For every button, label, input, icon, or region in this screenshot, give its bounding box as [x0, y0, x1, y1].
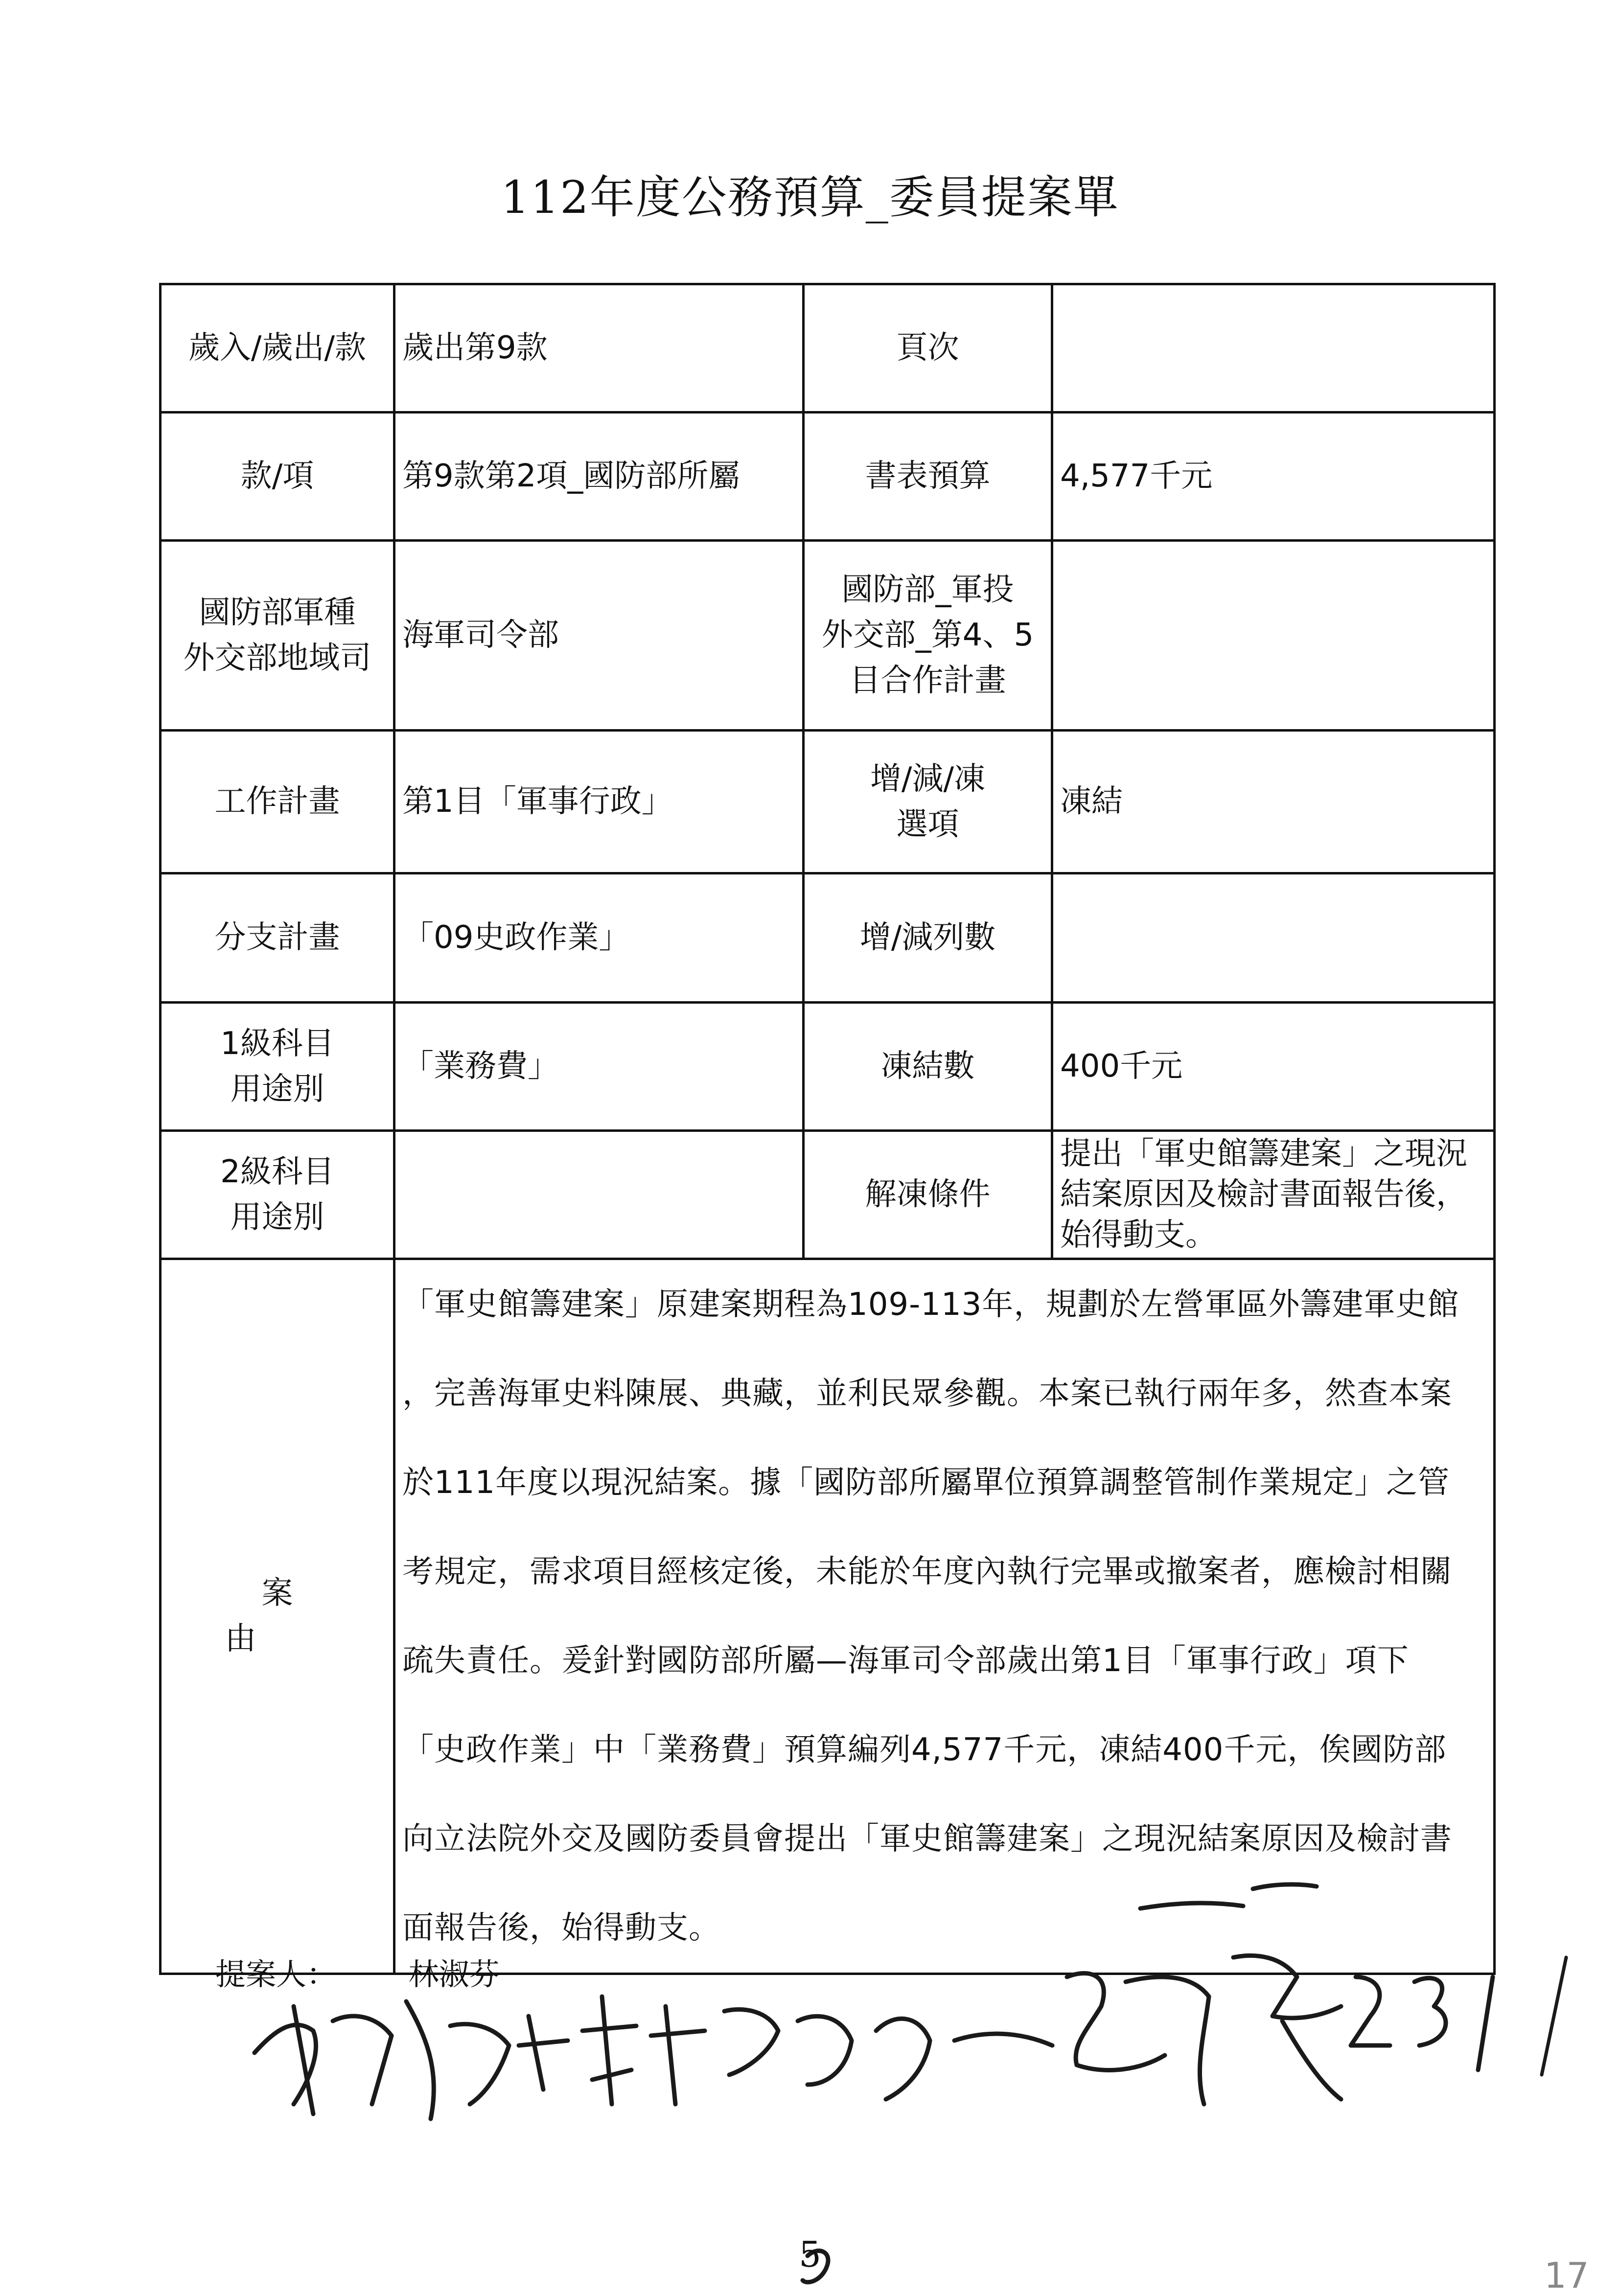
document-title: 112年度公務預算_委員提案單	[501, 171, 1119, 224]
value-frozen-amount: 400千元	[1052, 1003, 1495, 1131]
label-frozen-amount: 凍結數	[804, 1003, 1052, 1131]
signature-stroke	[1478, 1977, 1493, 2070]
reason-line: 「軍史館籌建案」原建案期程為109-113年，規劃於左營軍區外籌建軍史館	[402, 1286, 1459, 1323]
signature-stroke	[1140, 1903, 1243, 1908]
label-budget: 書表預算	[804, 413, 1052, 541]
proposer-label: 提案人：	[215, 1956, 337, 1992]
label-work-plan: 工作計畫	[161, 731, 394, 873]
reason-line: 於111年度以現況結案。據「國防部所屬單位預算調整管制作業規定」之管	[402, 1465, 1450, 1501]
signature-stroke	[876, 2019, 930, 2099]
signature-stroke	[406, 2001, 434, 2119]
label-item: 款/項	[161, 413, 394, 541]
signature-stroke	[954, 2034, 1052, 2045]
reason-line: 「史政作業」中「業務費」預算編列4,577千元，凍結400千元，俟國防部	[402, 1732, 1447, 1768]
unfreeze-condition-line: 始得動支。	[1060, 1217, 1217, 1254]
reason-line: ，完善海軍史料陳展、典藏，並利民眾參觀。本案已執行兩年多，然查本案	[402, 1376, 1452, 1412]
reason-line: 面報告後，始得動支。	[402, 1910, 720, 1946]
signature-stroke	[333, 2016, 392, 2104]
signature-stroke	[519, 2016, 568, 2089]
label-option-line: 增/減/凍	[870, 760, 986, 797]
signature-stroke	[255, 2025, 316, 2104]
signature-stroke	[450, 2024, 509, 2104]
label-cooperation-line: 目合作計畫	[849, 662, 1006, 699]
signature-stroke	[724, 2009, 778, 2075]
value-budget: 4,577千元	[1052, 413, 1495, 541]
signature-stroke	[1282, 2021, 1341, 2099]
unfreeze-condition-line: 結案原因及檢討書面報告後，	[1060, 1176, 1467, 1213]
label-department-line: 外交部地域司	[183, 640, 371, 676]
value-item: 第9款第2項_國防部所屬	[394, 413, 804, 541]
unfreeze-condition-line: 提出「軍史館籌建案」之現況	[1060, 1135, 1467, 1172]
signature-stroke	[1542, 1957, 1566, 2075]
signature-stroke	[1067, 1974, 1165, 2070]
label-option-line: 選項	[896, 806, 959, 843]
label-level2-line: 用途別	[230, 1199, 324, 1236]
signature-stroke	[1414, 1978, 1446, 2045]
label-page-ref: 頁次	[804, 284, 1052, 413]
value-option: 凍結	[1052, 731, 1495, 873]
label-level1-line: 用途別	[230, 1071, 324, 1107]
label-unfreeze-condition: 解凍條件	[804, 1131, 1052, 1259]
label-level2-line: 2級科目	[220, 1153, 334, 1190]
label-change-amount: 增/減列數	[804, 873, 1052, 1003]
reason-line: 疏失責任。爰針對國防部所屬—海軍司令部歲出第1目「軍事行政」項下	[402, 1643, 1409, 1679]
label-cooperation-line: 外交部_第4、5	[821, 617, 1034, 654]
page-number: 5	[799, 2234, 821, 2275]
signature-stroke	[1126, 1977, 1209, 2104]
label-cooperation-line: 國防部_軍投	[841, 572, 1014, 608]
value-level1: 「業務費」	[394, 1003, 804, 1131]
signature-stroke	[651, 2006, 705, 2104]
value-account-type: 歲出第9款	[394, 284, 804, 413]
signature-stroke	[1233, 1955, 1341, 2018]
reason-line: 考規定，需求項目經核定後，未能於年度內執行完畢或撤案者，應檢討相關	[402, 1554, 1452, 1590]
signature-stroke	[582, 1997, 636, 2104]
signature-stroke	[798, 2016, 852, 2085]
label-account-type: 歲入/歲出/款	[161, 284, 394, 413]
signature-stroke	[1253, 1884, 1317, 1889]
value-department: 海軍司令部	[394, 541, 804, 731]
value-branch-plan: 「09史政作業」	[394, 873, 804, 1003]
reason-line: 向立法院外交及國防委員會提出「軍史館籌建案」之現況結案原因及檢討書	[402, 1821, 1452, 1857]
value-work-plan: 第1目「軍事行政」	[394, 731, 804, 873]
proposer-name: 林淑芬	[408, 1956, 500, 1992]
reason-label: 案由	[225, 1575, 367, 1657]
label-level1-line: 1級科目	[220, 1025, 334, 1062]
label-branch-plan: 分支計畫	[161, 873, 394, 1003]
corner-handwritten-mark: 17	[1544, 2255, 1589, 2296]
signature-stroke	[1351, 1977, 1390, 2045]
label-department-line: 國防部軍種	[199, 594, 356, 631]
